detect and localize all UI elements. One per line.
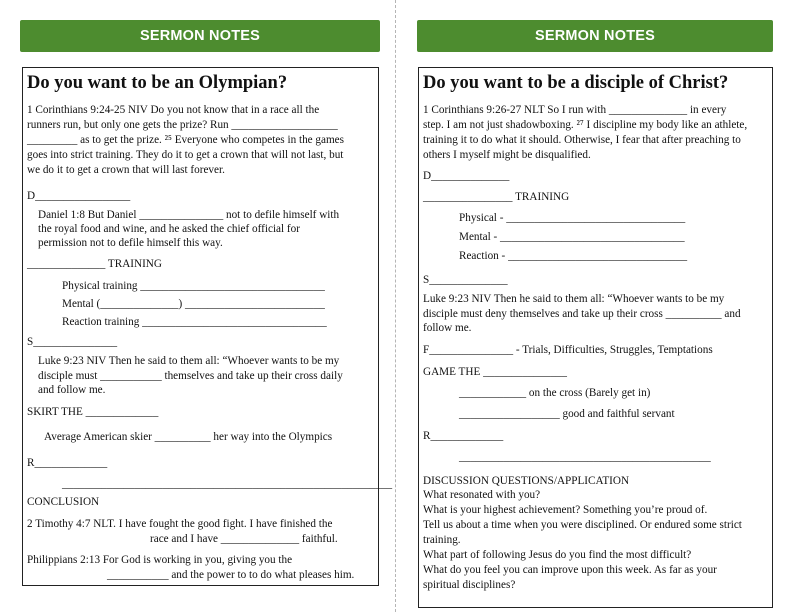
right-line-27: spiritual disciplines? (423, 579, 516, 591)
left-notes-panel (22, 67, 393, 586)
right-line-8: Mental - _________________________________ (459, 231, 685, 243)
right-line-3: training it to do what it should. Otherwise, I fear that after preaching to (423, 134, 741, 146)
right-line-19: _____________________________________________ (459, 451, 711, 463)
fold-divider (395, 0, 396, 612)
right-line-26: What do you feel you can improve upon this week. As far as your (423, 564, 717, 576)
right-line-25: What part of following Jesus do you find the most difficult? (423, 549, 692, 561)
left-line-17: and follow me. (38, 384, 106, 396)
right-line-16: ____________ on the cross (Barely get in) (459, 387, 651, 399)
right-line-15: GAME THE _______________ (423, 366, 567, 378)
left-line-12: Mental (______________) _________________________ (62, 298, 325, 310)
left-line-8: the royal food and wine, and he asked the chief official for (38, 223, 300, 235)
left-line-16: disciple must ___________ themselves and take up their cross daily (38, 370, 343, 382)
left-title: Do you want to be an Olympian? (27, 73, 288, 93)
left-line-18: SKIRT THE _____________ (27, 406, 159, 418)
left-line-20: R_____________ (27, 457, 108, 469)
right-line-22: What is your highest achievement? Something you’re proud of. (423, 504, 708, 516)
left-line-23: 2 Timothy 4:7 NLT. I have fought the good fight. I have finished the (27, 518, 333, 530)
right-line-20: DISCUSSION QUESTIONS/APPLICATION (423, 475, 630, 487)
right-line-4: others I myself might be disqualified. (423, 149, 591, 161)
left-banner: SERMON NOTES (20, 20, 380, 52)
left-line-26: ___________ and the power to to do what pleases him. (107, 569, 355, 581)
left-line-1: 1 Corinthians 9:24-25 NIV Do you not know that in a race all the (27, 104, 320, 116)
left-line-25: Philippians 2:13 For God is working in you, giving you the (27, 554, 293, 566)
right-title: Do you want to be a disciple of Christ? (423, 73, 729, 93)
left-line-3: _________ as to get the prize. ²⁵ Everyone who competes in the games (27, 134, 345, 146)
right-line-12: disciple must deny themselves and take up their cross __________ and (423, 308, 741, 320)
right-line-6: ________________ TRAINING (423, 191, 570, 203)
right-banner: SERMON NOTES (417, 20, 773, 52)
left-line-13: Reaction training _________________________________ (62, 316, 327, 328)
left-line-24: race and I have ______________ faithful. (150, 533, 338, 545)
left-line-2: runners run, but only one gets the prize? Run ___________________ (27, 119, 338, 131)
right-line-13: follow me. (423, 322, 472, 334)
left-line-10: ______________ TRAINING (27, 258, 162, 270)
right-line-11: Luke 9:23 NIV Then he said to them all: “Whoever wants to be my (423, 293, 725, 305)
left-line-9: permission not to defile himself this way. (38, 237, 223, 249)
left-line-11: Physical training _________________________________ (62, 280, 325, 292)
left-line-6: D_________________ (27, 190, 131, 202)
right-line-9: Reaction - ________________________________ (459, 250, 688, 262)
left-line-5: we do it to get a crown that will last forever. (27, 164, 225, 176)
left-line-21: ___________________________________________________________ (62, 478, 393, 490)
right-line-21: What resonated with you? (423, 489, 541, 501)
right-line-7: Physical - ________________________________ (459, 212, 686, 224)
left-line-4: goes into strict training. They do it to get a crown that will not last, but (27, 149, 344, 161)
right-line-24: training. (423, 534, 461, 546)
left-line-15: Luke 9:23 NIV Then he said to them all: “Whoever wants to be my (38, 355, 340, 367)
right-line-23: Tell us about a time when you were disciplined. Or endured some strict (423, 519, 742, 531)
right-line-14: F_______________ - Trials, Difficulties, Struggles, Temptations (423, 344, 713, 356)
left-line-7: Daniel 1:8 But Daniel _______________ not to defile himself with (38, 209, 340, 221)
right-line-1: 1 Corinthians 9:26-27 NLT So I run with ______________ in every (423, 104, 727, 116)
right-line-5: D______________ (423, 170, 510, 182)
right-line-18: R_____________ (423, 430, 504, 442)
right-line-2: step. I am not just shadowboxing. ²⁷ I discipline my body like an athlete, (423, 119, 748, 131)
left-line-14: S_______________ (27, 336, 118, 348)
left-line-19: Average American skier __________ her way into the Olympics (44, 431, 333, 443)
left-line-22: CONCLUSION (27, 496, 100, 508)
right-line-10: S______________ (423, 274, 508, 286)
right-notes-panel (418, 67, 773, 608)
right-line-17: __________________ good and faithful servant (459, 408, 675, 420)
